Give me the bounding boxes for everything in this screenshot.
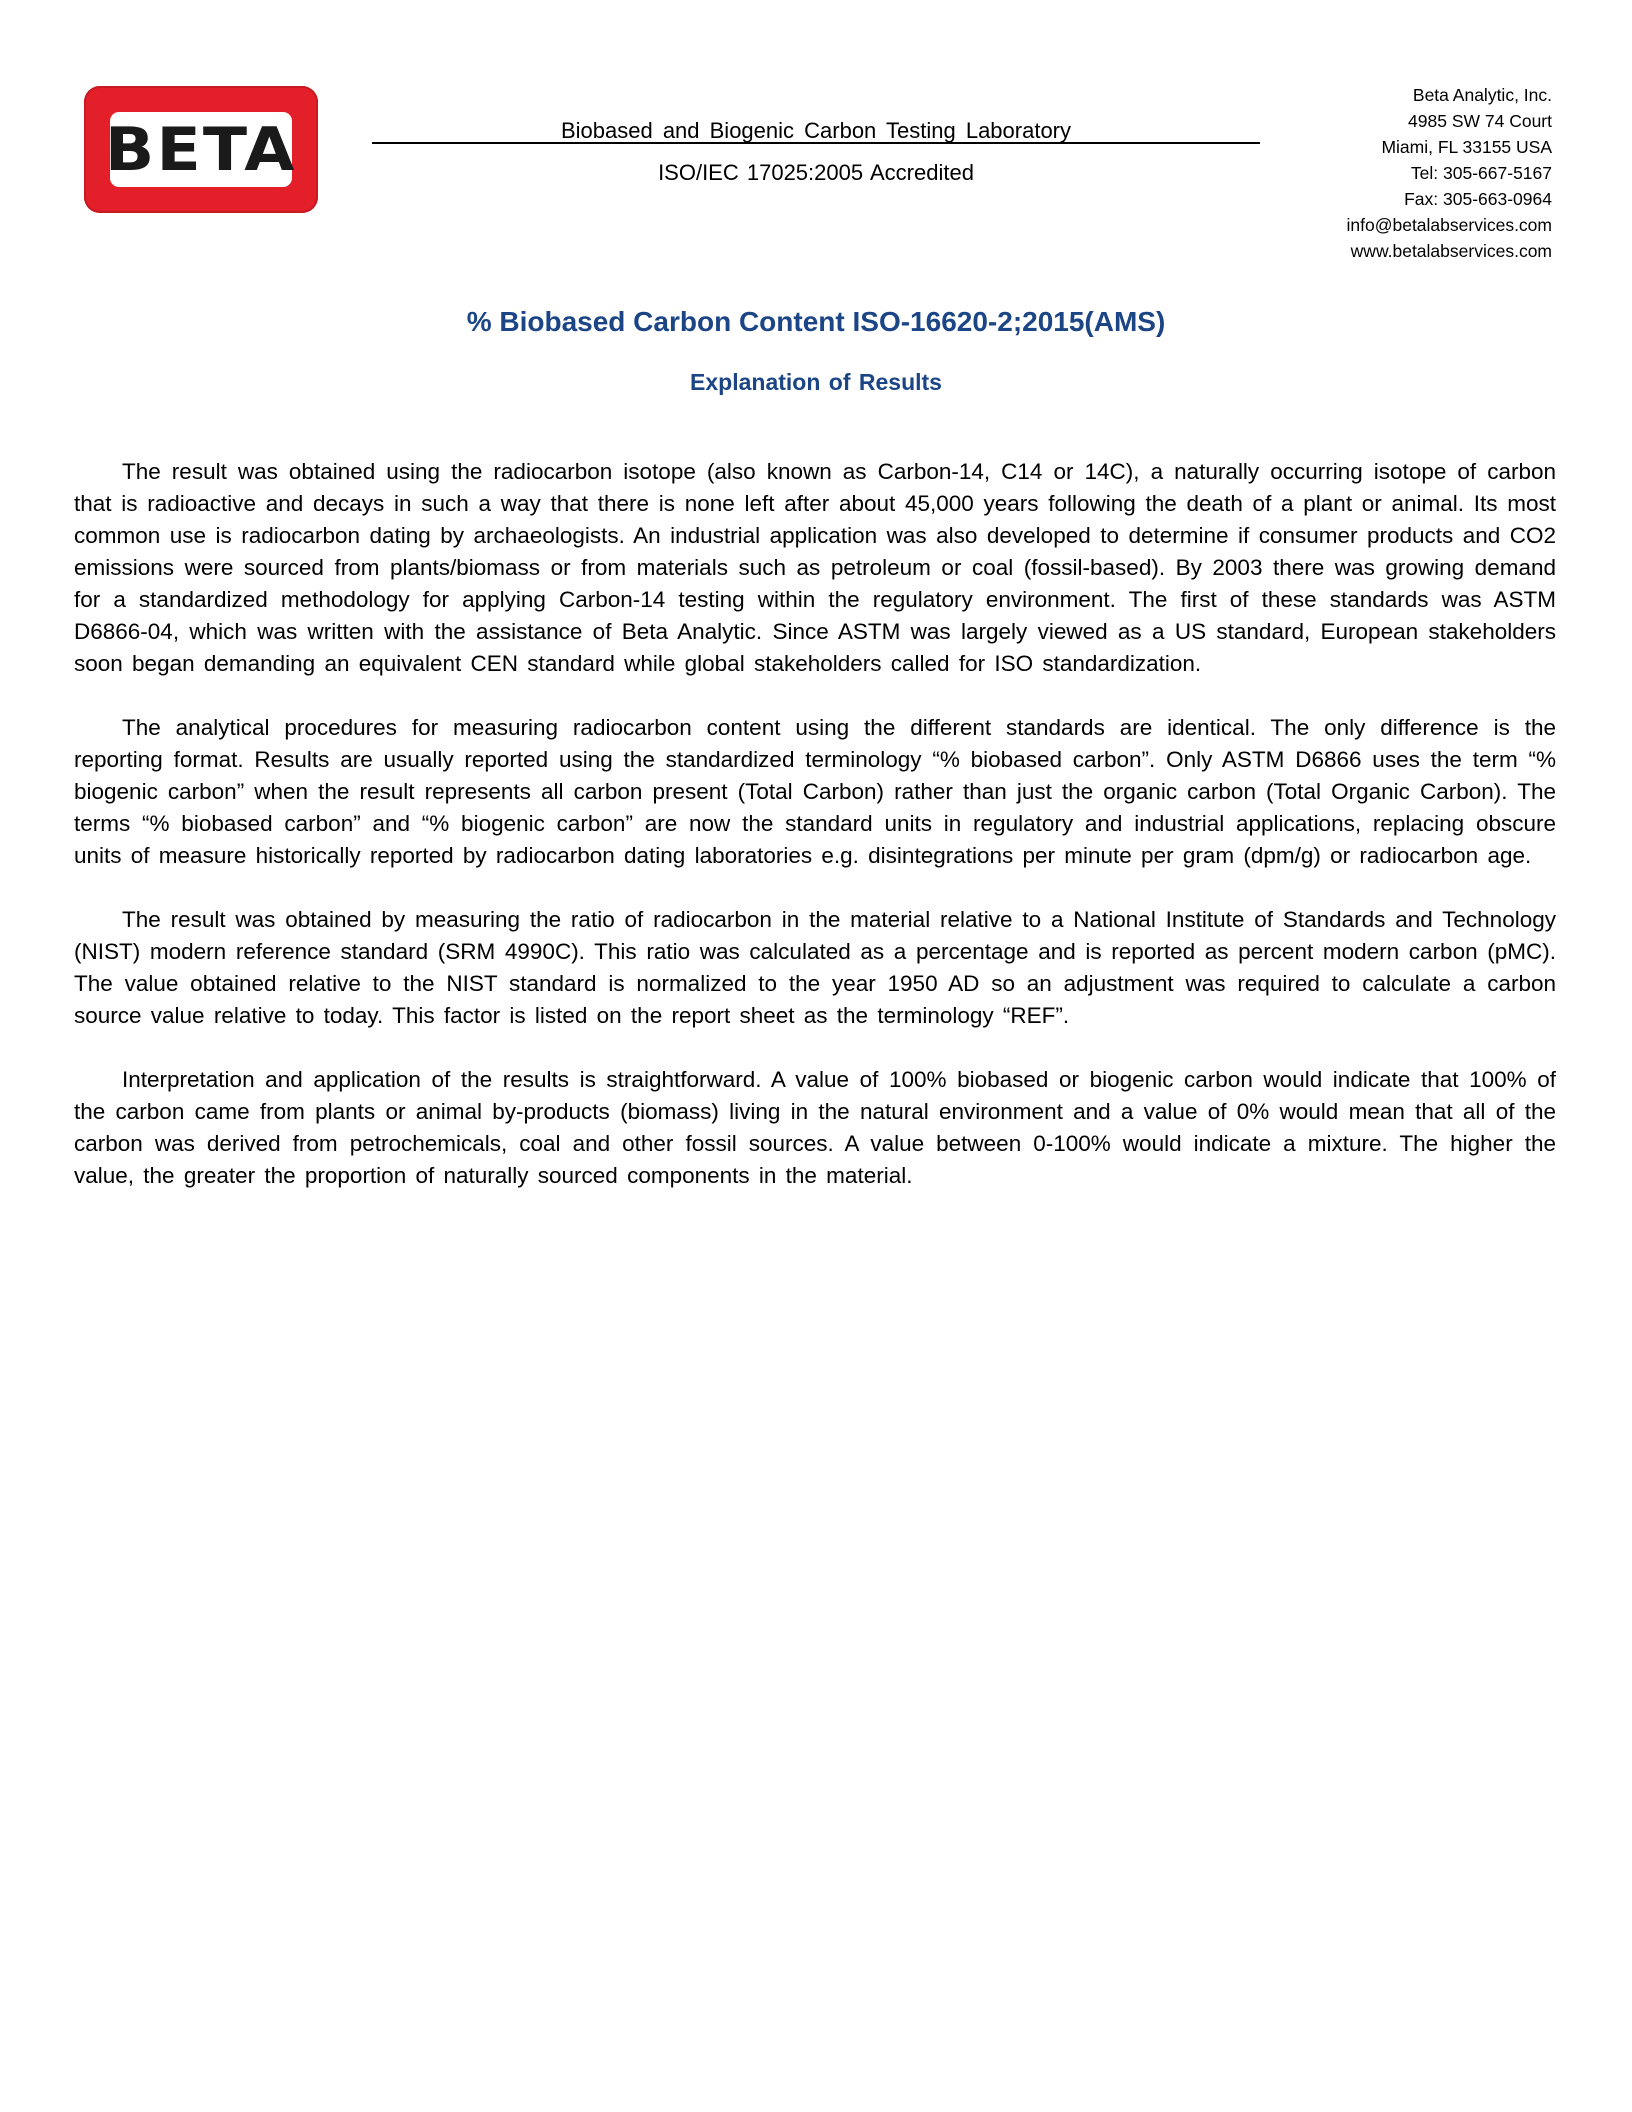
email: info@betalabservices.com [1346,215,1552,235]
logo-text: BETA [105,114,297,185]
paragraph-interpretation: Interpretation and application of the results is straightforward. A value of 100% biobased or biogenic carbon would indicate that 100% of the carbon came from plants or animal by-products (biomass) living in the natural environment and a value of 0% would mean that all of the carbon was derived from petrochemicals, coal and other fossil sources. A value between 0-100% would indicate a mixture. The higher the value, the greater the proportion of naturally sourced components in the material. [74,1067,1556,1188]
document-subtitle: Explanation of Results [690,369,942,395]
logo-inner-panel [105,112,297,187]
paragraph-reporting-format: The analytical procedures for measuring radiocarbon content using the different standards are identical. The only difference is the reporting format. Results are usually reported using the standardized terminology “% biobased carbon”. Only ASTM D6866 uses the term “% biogenic carbon” when the result represents all carbon present (Total Carbon) rather than just the organic carbon (Total Organic Carbon). The terms “% biobased carbon” and “% biogenic carbon” are now the standard units in regulatory and industrial applications, replacing obscure units of measure historically reported by radiocarbon dating laboratories e.g. disintegrations per minute per gram (dpm/g) or radiocarbon age. [74,715,1556,868]
document-title: % Biobased Carbon Content ISO-16620-2;2015(AMS) [466,306,1166,337]
telephone: Tel: 305-667-5167 [1410,163,1552,183]
lab-title: Biobased and Biogenic Carbon Testing Laboratory [560,118,1072,143]
company-address-block [1252,82,1552,264]
header-divider [372,142,1260,144]
paragraph-measurement-method: The result was obtained by measuring the ratio of radiocarbon in the material relative to a National Institute of Standards and Technology (NIST) modern reference standard (SRM 4990C). This ratio was calculated as a percentage and is reported as percent modern carbon (pMC). The value obtained relative to the NIST standard is normalized to the year 1950 AD so an adjustment was required to calculate a carbon source value relative to today. This factor is listed on the report sheet as the terminology “REF”. [74,907,1556,1028]
city-address: Miami, FL 33155 USA [1381,137,1552,157]
website: www.betalabservices.com [1350,241,1552,261]
street-address: 4985 SW 74 Court [1408,111,1552,131]
paragraph-radiocarbon-background: The result was obtained using the radiocarbon isotope (also known as Carbon-14, C14 or 14C), a naturally occurring isotope of carbon that is radioactive and decays in such a way that there is none left after about 45,000 years following the death of a plant or animal. Its most common use is radiocarbon dating by archaeologists. An industrial application was also developed to determine if consumer products and CO2 emissions were sourced from plants/biomass or from materials such as petroleum or coal (fossil-based). By 2003 there was growing demand for a standardized methodology for applying Carbon-14 testing within the regulatory environment. The first of these standards was ASTM D6866-04, which was written with the assistance of Beta Analytic. Since ASTM was largely viewed as a US standard, European stakeholders soon began demanding an equivalent CEN standard while global stakeholders called for ISO standardization. [74,459,1556,676]
beta-logo [84,86,318,213]
company-name: Beta Analytic, Inc. [1412,85,1552,105]
fax: Fax: 305-663-0964 [1404,189,1552,209]
explanation-body [74,456,1556,1224]
accreditation: ISO/IEC 17025:2005 Accredited [658,160,974,185]
